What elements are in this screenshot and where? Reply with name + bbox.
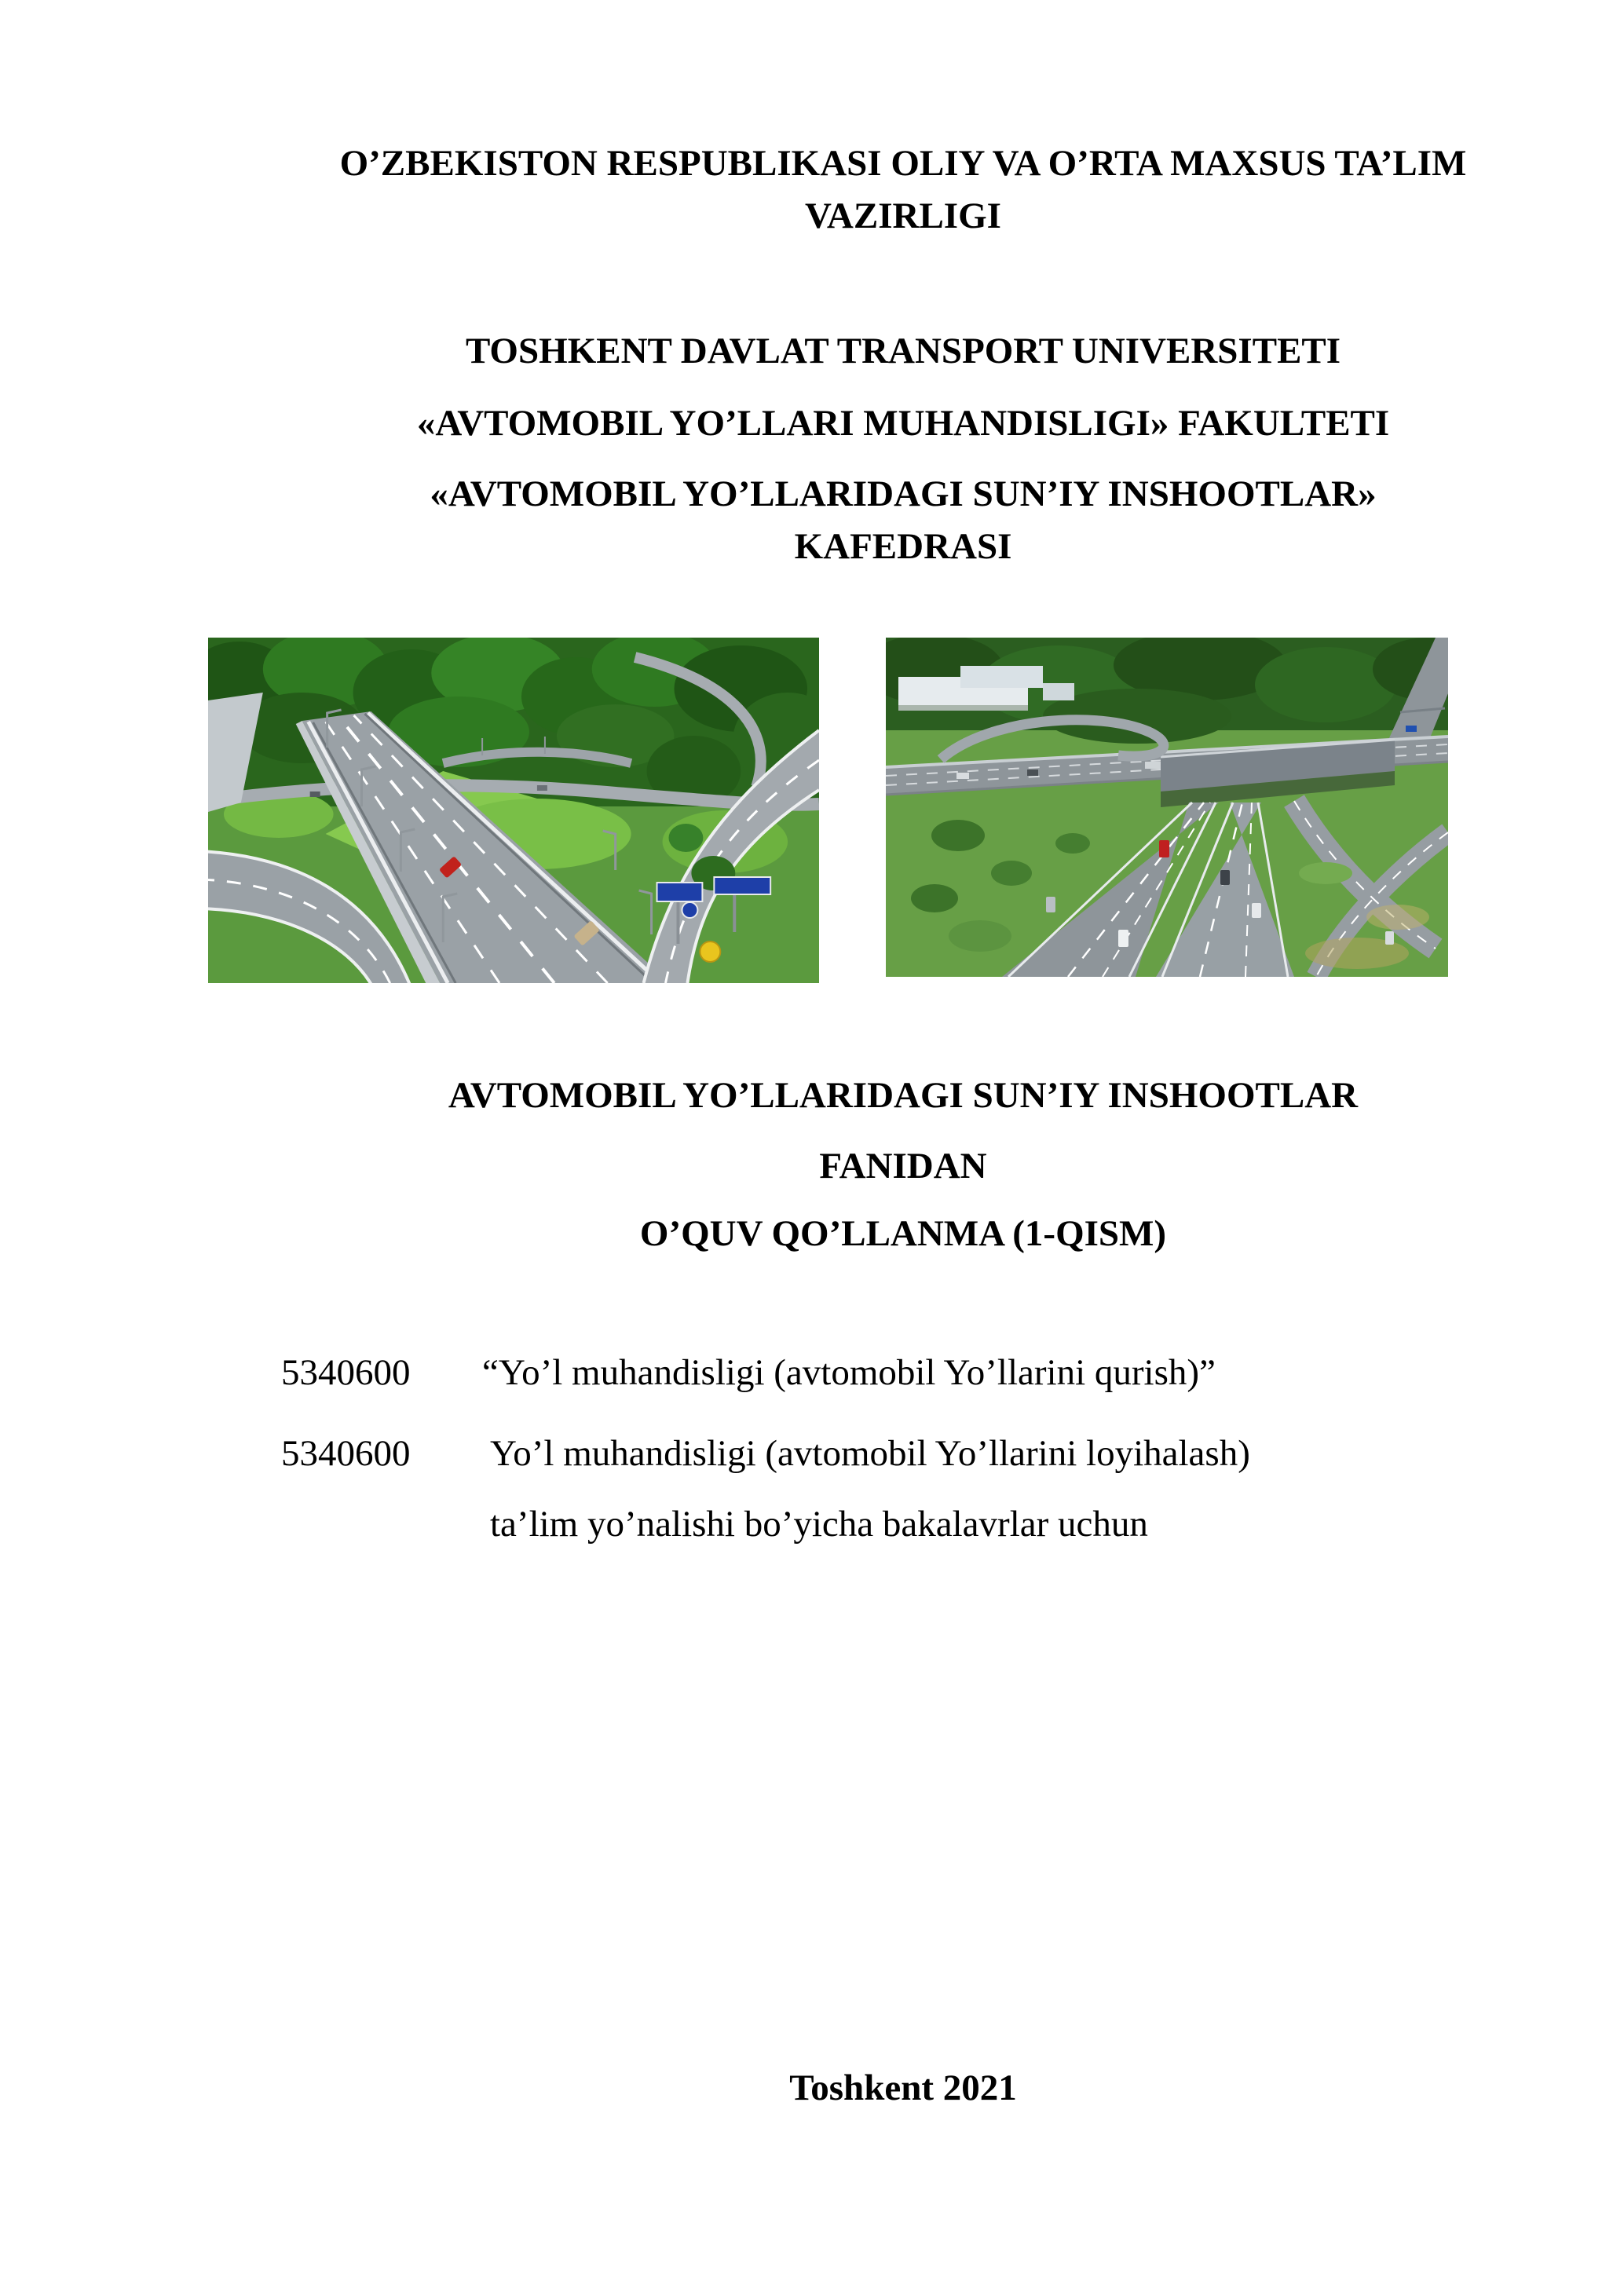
faculty-heading: «AVTOMOBIL YO’LLARI MUHANDISLIGI» FAKULTETI <box>416 403 1390 444</box>
university-heading: TOSHKENT DAVLAT TRANSPORT UNIVERSITETI <box>465 331 1341 371</box>
program-name: Yo’l muhandisligi (avtomobil Yo’llarini loyihalash) <box>490 1433 1250 1474</box>
program-code: 5340600 <box>281 1352 411 1393</box>
figure-interchange-render <box>208 638 819 983</box>
program-row-1 <box>0 1347 1624 1399</box>
ministry-heading: O’ZBEKISTON RESPUBLIKASI OLIY VA O’RTA MAXSUS TA’LIM VAZIRLIGI <box>339 143 1467 236</box>
program-code: 5340600 <box>281 1433 411 1474</box>
imprint-line: Toshkent 2021 <box>789 2067 1017 2108</box>
program-row-2 <box>0 1428 1624 1480</box>
doc-type-title: O’QUV QO’LLANMA (1-QISM) <box>639 1213 1167 1254</box>
program-name: “Yo’l muhandisligi (avtomobil Yo’llarini qurish)” <box>482 1352 1216 1393</box>
audience-line: ta’lim yo’nalishi bo’yicha bakalavrlar uchun <box>490 1504 1148 1545</box>
figure-interchange-aerial <box>886 638 1448 977</box>
interchange-render-image <box>208 638 819 983</box>
interchange-aerial-image <box>886 638 1448 977</box>
subject-title: AVTOMOBIL YO’LLARIDAGI SUN’IY INSHOOTLAR <box>448 1075 1359 1116</box>
department-heading: «AVTOMOBIL YO’LLARIDAGI SUN’IY INSHOOTLAR» KAFEDRASI <box>430 473 1377 567</box>
subject-subtitle: FANIDAN <box>819 1146 987 1186</box>
